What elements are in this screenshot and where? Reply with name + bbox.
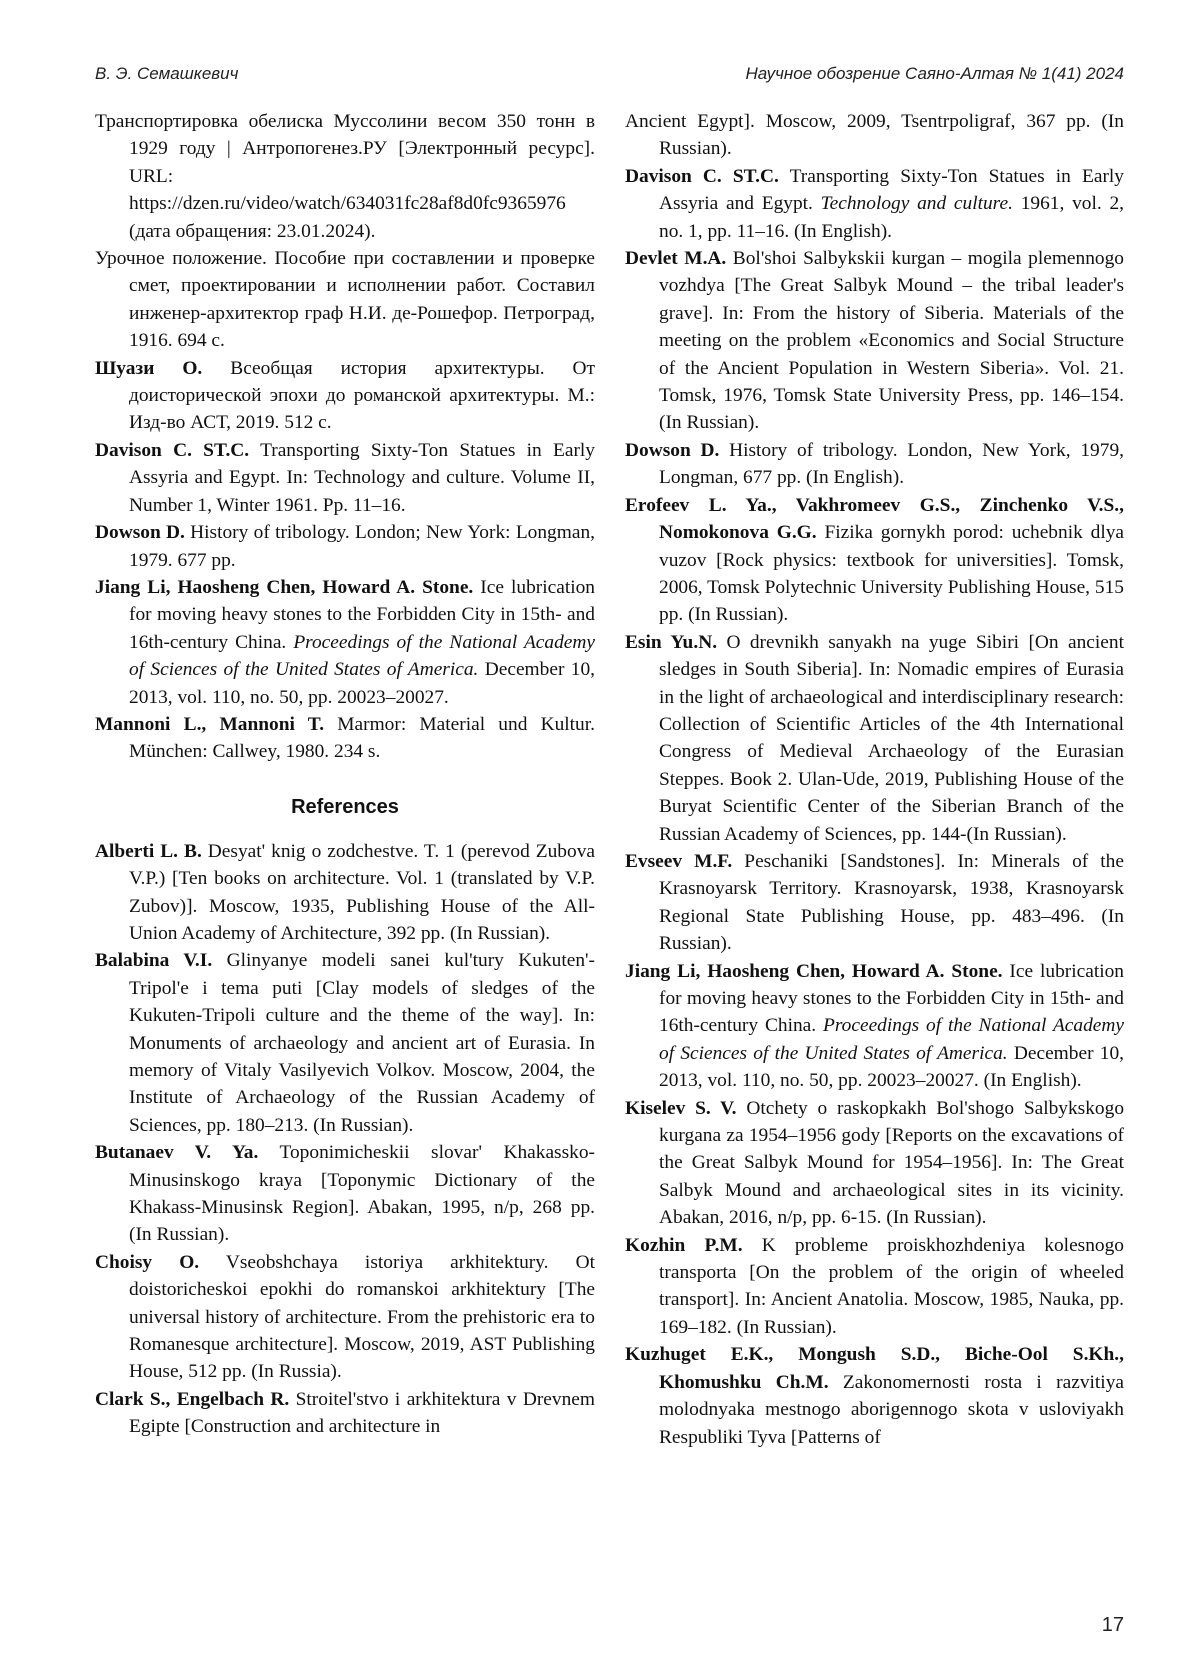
reference-text: Peschaniki [Sandstones]. In: Minerals of the Krasnoyarsk Territory. Krasnoyarsk, 1938, Krasnoyarsk Regional State Publishing House, pp. 483–496. (In Russian). (659, 850, 1124, 955)
header-journal: Научное обозрение Саяно-Алтая № 1(41) 2024 (745, 64, 1124, 83)
reference-entry (625, 108, 1124, 163)
reference-entry (625, 848, 1124, 958)
reference-entry (625, 163, 1124, 245)
running-header (95, 56, 1124, 88)
reference-entry (625, 492, 1124, 629)
reference-text: Ice lubrication for moving heavy stones to the Forbidden City in 15th- and 16th-century China. (129, 576, 595, 653)
reference-entry (95, 355, 595, 437)
reference-author: Erofeev L. Ya., Vakhromeev G.S., Zinchenko V.S., Nomokonova G.G. (625, 494, 1124, 544)
page-number: 17 (1101, 1614, 1124, 1636)
reference-author: Mannoni L., Mannoni T. (95, 713, 325, 735)
reference-author: Clark S., Engelbach R. (95, 1388, 290, 1410)
reference-author: Esin Yu.N. (625, 631, 718, 653)
reference-entry (95, 711, 595, 766)
reference-entry (95, 245, 595, 355)
reference-author: Kuzhuget E.K., Mongush S.D., Biche-Ool S.Kh., Khomushku Ch.M. (625, 1344, 1124, 1393)
reference-author: Jiang Li, Haosheng Chen, Howard A. Stone. (625, 960, 1003, 982)
header-author: В. Э. Семашкевич (95, 64, 239, 83)
reference-author: Dowson D. (625, 439, 720, 461)
reference-details: December 10, 2013, vol. 110, no. 50, pp. 20023–20027. (129, 659, 595, 708)
reference-text: Glinyanye modeli sanei kul'tury Kukuten'-Tripol'e i tema puti [Clay models of sledges of the Kukuten-Tripoli culture and the theme of the way]. In: Monuments of archaeology and ancient art of Eurasia. In memory of Vitaly Vasilyevich Volkov. Moscow, 2004, the Institute of Archaeology of the Russian Academy of Sciences, pp. 180–213. (In Russian). (129, 950, 595, 1136)
reference-entry (95, 108, 595, 245)
reference-entry (625, 245, 1124, 437)
reference-author: Choisy O. (95, 1251, 200, 1273)
reference-text: O drevnikh sanyakh na yuge Sibiri [On ancient sledges in South Siberia]. In: Nomadic empires of Eurasia in the light of archaeological and interdisciplinary research: Collection of Scientific Articles of the 4th International Congress of Medieval Archaeology of the Eurasian Steppes. Book 2. Ulan-Ude, 2019, Publishing House of the Buryat Scientific Center of the Siberian Branch of the Russian Academy of Sciences, pp. 144-(In Russian). (659, 631, 1124, 845)
left-column (95, 108, 595, 1441)
reference-entry (95, 838, 595, 948)
reference-text: Bol'shoi Salbykskii kurgan – mogila plemennogo vozhdya [The Great Salbyk Mound – the tribal leader's grave]. In: From the history of Siberia. Materials of the meeting on the problem «Economics and Social Structure of the Ancient Population in Western Siberia». Vol. 21. Tomsk, 1976, Tomsk State University Press, pp. 146–154. (In Russian). (659, 248, 1124, 434)
reference-entry (95, 1139, 595, 1249)
reference-journal: Proceedings of the National Academy of Sciences of the United States of America. (129, 631, 596, 681)
reference-author: Evseev M.F. (625, 850, 733, 872)
reference-author: Dowson D. (95, 522, 185, 544)
reference-details: December 10, 2013, vol. 110, no. 50, pp. 20023–20027. (In English). (659, 1042, 1124, 1092)
reference-text: Desyat' knig o zodchestve. T. 1 (perevod Zubova V.P.) [Ten books on architecture. Vol. 1 (translated by V.P. Zubov)]. Moscow, 1935, Publishing House of the All-Union Academy of Architecture, 392 pp. (In Russian). (129, 840, 595, 944)
reference-text: Toponimicheskii slovar' Khakassko-Minusinskogo kraya [Toponymic Dictionary of the Khakass-Minusinsk Region]. Abakan, 1995, n/p, 268 pp. (In Russian). (129, 1142, 595, 1246)
reference-entry (625, 629, 1124, 848)
reference-text: Всеобщая история архитектуры. От доисторической эпохи до романской архитектуры. М.: Изд-во АСТ, 2019. 512 с. (129, 357, 596, 434)
reference-entry (625, 1341, 1124, 1451)
reference-author: Alberti L. B. (95, 840, 202, 862)
reference-entry (95, 574, 595, 711)
references-list-left (95, 838, 595, 1441)
reference-text: Otchety o raskopkakh Bol'shogo Salbykskogo kurgana za 1954–1956 gody [Reports on the excavations of the Great Salbyk Mound for 1954–1956]. In: The Great Salbyk Mound and archaeological sites in its vicinity. Abakan, 2016, n/p, pp. 6-15. (In Russian). (659, 1097, 1125, 1229)
reference-entry (625, 1095, 1124, 1232)
reference-entry (95, 1249, 595, 1386)
reference-text: Marmor: Material und Kultur. München: Callwey, 1980. 234 s. (129, 713, 595, 763)
reference-text: Transporting Sixty-Ton Statues in Early Assyria and Egypt. (659, 165, 1124, 215)
reference-author: Jiang Li, Haosheng Chen, Howard A. Stone. (95, 576, 474, 598)
reference-entry (625, 437, 1124, 492)
right-column (625, 108, 1124, 1451)
reference-entry (625, 1232, 1124, 1342)
reference-text: History of tribology. London, New York, 1979, Longman, 677 pp. (In English). (659, 439, 1124, 489)
reference-entry (625, 958, 1124, 1095)
reference-entry (95, 947, 595, 1139)
references-heading: References (291, 795, 399, 818)
reference-author: Butanaev V. Ya. (95, 1142, 259, 1164)
reference-author: Kiselev S. V. (625, 1097, 737, 1119)
reference-text: Zakonomernosti rosta i razvitiya molodnyaka mestnogo aborigennogo skota v usloviyakh Respubliki Tyva [Patterns of (659, 1371, 1124, 1448)
reference-text: Transporting Sixty-Ton Statues in Early Assyria and Egypt. In: Technology and culture. Volume II, Number 1, Winter 1961. Pp. 11–16. (129, 439, 595, 516)
reference-author: Davison C. ST.C. (625, 165, 779, 187)
reference-text: Ice lubrication for moving heavy stones to the Forbidden City in 15th- and 16th-century China. (659, 960, 1124, 1037)
reference-text: Stroitel'stvo i arkhitektura v Drevnem Egipte [Construction and architecture in (129, 1388, 595, 1438)
reference-author: Davison C. ST.C. (95, 439, 250, 461)
reference-text: Vseobshchaya istoriya arkhitektury. Ot doistoricheskoi epokhi do romanskoi arkhitektury [The universal history of architecture. From the prehistoric era to Romanesque architecture]. Moscow, 2019, AST Publishing House, 512 pp. (In Russia). (129, 1251, 595, 1383)
reference-details: 1961, vol. 2, no. 1, pp. 11–16. (In English). (659, 193, 1124, 242)
reference-text: K probleme proiskhozhdeniya kolesnogo transporta [On the problem of the origin of wheeled transport]. In: Ancient Anatolia. Moscow, 1985, Nauka, pp. 169–182. (In Russian). (659, 1234, 1124, 1338)
reference-text: History of tribology. London; New York: Longman, 1979. 677 pp. (129, 522, 595, 571)
reference-text: Ancient Egypt]. Moscow, 2009, Tsentrpoligraf, 367 pp. (In Russian). (625, 111, 1124, 160)
reference-text: Урочное положение. Пособие при составлении и проверке смет, проектировании и исполнении работ. Составил инженер-архитектор граф Н.И. де-Рошефор. Петроград, 1916. 694 с. (95, 248, 595, 352)
reference-text: Транспортировка обелиска Муссолини весом 350 тонн в 1929 году | Антропогенез.РУ [Электронный ресурс]. URL: https://dzen.ru/video/watch/634031fc28af8d0fc9365976 (дата обращения: 23.01.2024). (95, 111, 595, 242)
reference-author: Kozhin P.M. (625, 1234, 743, 1256)
reference-entry (95, 1386, 595, 1441)
references-list-right (625, 108, 1124, 1451)
reference-journal: Technology and culture. (820, 193, 1013, 215)
reference-journal: Proceedings of the National Academy of Sciences of the United States of America. (659, 1015, 1125, 1064)
reference-author: Шуази О. (95, 357, 203, 379)
reference-entry (95, 437, 595, 519)
reference-author: Balabina V.I. (95, 950, 213, 972)
reference-author: Devlet M.A. (625, 248, 727, 270)
bibliography-list (95, 108, 595, 766)
reference-text: Fizika gornykh porod: uchebnik dlya vuzov [Rock physics: textbook for universities]. Tomsk, 2006, Tomsk Polytechnic University Publishing House, 515 pp. (In Russian). (659, 522, 1125, 626)
reference-entry (95, 519, 595, 574)
